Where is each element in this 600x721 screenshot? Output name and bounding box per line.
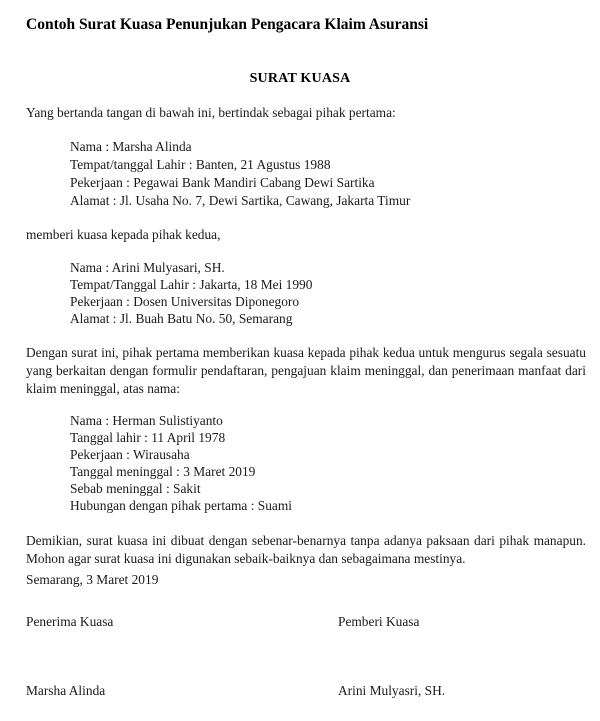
first-party-name: Nama : Marsha Alinda	[70, 139, 192, 154]
second-party-job: Pekerjaan : Dosen Universitas Diponegoro	[70, 294, 300, 309]
second-party-birth: Tempat/Tanggal Lahir : Jakarta, 18 Mei 1990	[70, 277, 313, 292]
deceased-death-date: Tanggal meninggal : 3 Maret 2019	[70, 464, 256, 479]
receiver-label: Penerima Kuasa	[26, 614, 114, 629]
first-party-birth: Tempat/tanggal Lahir : Banten, 21 Agustus 1988	[70, 157, 331, 172]
deceased-cause: Sebab meninggal : Sakit	[70, 481, 201, 496]
place-date: Semarang, 3 Maret 2019	[26, 572, 159, 587]
second-party-address: Alamat : Jl. Buah Batu No. 50, Semarang	[70, 311, 293, 326]
giver-label: Pemberi Kuasa	[338, 614, 420, 629]
document-title: SURAT KUASA	[249, 71, 351, 86]
grant-text: memberi kuasa kepada pihak kedua,	[26, 227, 221, 242]
first-party-job: Pekerjaan : Pegawai Bank Mandiri Cabang Dewi Sartika	[70, 175, 375, 190]
deceased-job: Pekerjaan : Wirausaha	[70, 447, 190, 462]
second-party-name: Nama : Arini Mulyasari, SH.	[70, 260, 225, 275]
deceased-name: Nama : Herman Sulistiyanto	[70, 413, 223, 428]
deceased-birth: Tanggal lahir : 11 April 1978	[70, 430, 226, 445]
giver-name: Arini Mulyasri, SH.	[338, 683, 446, 698]
deceased-relation: Hubungan dengan pihak pertama : Suami	[70, 498, 293, 513]
receiver-name: Marsha Alinda	[26, 683, 106, 698]
closing-paragraph: Demikian, surat kuasa ini dibuat dengan sebenar-benarnya tanpa adanya paksaan dari pihak manapun. Mohon agar surat kuasa ini digunakan sebaik-baiknya dan sebagaimana mestinya.	[26, 533, 586, 566]
page-heading: Contoh Surat Kuasa Penunjukan Pengacara Klaim Asuransi	[26, 16, 429, 33]
purpose-paragraph: Dengan surat ini, pihak pertama memberikan kuasa kepada pihak kedua untuk mengurus segala sesuatu yang berkaitan dengan formulir pendaftaran, pengajuan klaim meninggal, dan penerimaan manfaat dari klaim meninggal, atas nama:	[26, 345, 586, 396]
first-party-address: Alamat : Jl. Usaha No. 7, Dewi Sartika, Cawang, Jakarta Timur	[70, 193, 411, 208]
intro-text: Yang bertanda tangan di bawah ini, bertindak sebagai pihak pertama:	[26, 105, 396, 120]
